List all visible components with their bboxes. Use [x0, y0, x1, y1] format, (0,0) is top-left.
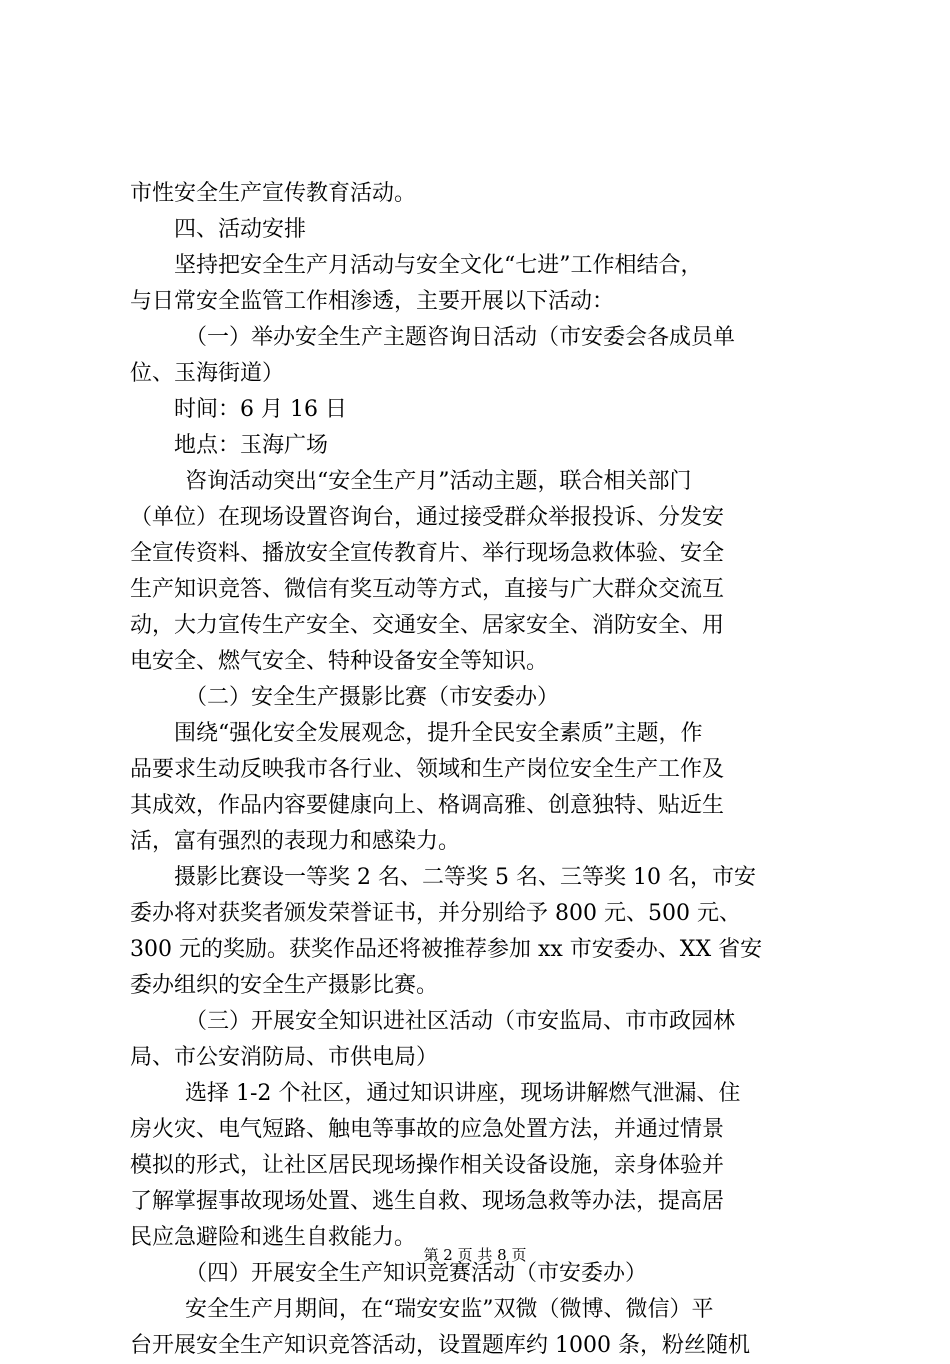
paragraph-line: 围绕“强化安全发展观念，提升全民安全素质”主题，作	[174, 721, 703, 746]
page-number-footer: 第 2 页 共 8 页	[423, 1246, 527, 1264]
event-location: 地点：玉海广场	[174, 433, 329, 458]
paragraph-line: 民应急避险和逃生自救能力。	[130, 1225, 417, 1250]
paragraph-line: 动，大力宣传生产安全、交通安全、居家安全、消防安全、用	[130, 613, 725, 638]
paragraph-line: （单位）在现场设置咨询台，通过接受群众举报投诉、分发安	[130, 505, 725, 530]
paragraph-line: 活，富有强烈的表现力和感染力。	[130, 829, 461, 854]
paragraph-line: 300 元的奖励。获奖作品还将被推荐参加 xx 市安委办、XX 省安	[130, 937, 763, 962]
subsection-heading: （三）开展安全知识进社区活动（市安监局、市市政园林	[185, 1009, 736, 1034]
document-body	[130, 176, 830, 1364]
paragraph-line: 电安全、燃气安全、特种设备安全等知识。	[130, 649, 549, 674]
subsection-heading-cont: 位、玉海街道）	[130, 361, 285, 386]
paragraph-line: 其成效，作品内容要健康向上、格调高雅、创意独特、贴近生	[130, 793, 725, 818]
paragraph-line: 了解掌握事故现场处置、逃生自救、现场急救等办法，提高居	[130, 1189, 725, 1214]
paragraph-line: 摄影比赛设一等奖 2 名、二等奖 5 名、三等奖 10 名，市安	[174, 865, 756, 890]
paragraph-line: 品要求生动反映我市各行业、领域和生产岗位安全生产工作及	[130, 757, 725, 782]
subsection-heading: （一）举办安全生产主题咨询日活动（市安委会各成员单	[185, 325, 736, 350]
subsection-heading-cont: 局、市公安消防局、市供电局）	[130, 1045, 439, 1070]
paragraph-line: 咨询活动突出“安全生产月”活动主题，联合相关部门	[185, 469, 692, 494]
subsection-heading: （二）安全生产摄影比赛（市安委办）	[185, 685, 560, 710]
paragraph-line: 坚持把安全生产月活动与安全文化“七进”工作相结合，	[174, 253, 703, 278]
section-heading: 四、活动安排	[174, 217, 307, 242]
paragraph-line: 生产知识竞答、微信有奖互动等方式，直接与广大群众交流互	[130, 577, 725, 602]
paragraph-line: 房火灾、电气短路、触电等事故的应急处置方法，并通过情景	[130, 1117, 725, 1142]
event-time: 时间：6 月 16 日	[174, 397, 347, 422]
paragraph-line: 委办将对获奖者颁发荣誉证书，并分别给予 800 元、500 元、	[130, 901, 741, 926]
paragraph-line: 选择 1-2 个社区，通过知识讲座，现场讲解燃气泄漏、住	[185, 1081, 741, 1106]
subsection-heading: （四）开展安全生产知识竞赛活动（市安委办）	[185, 1261, 648, 1286]
paragraph-line: 与日常安全监管工作相渗透，主要开展以下活动：	[130, 289, 615, 314]
paragraph-line: 安全生产月期间，在“瑞安安监”双微（微博、微信）平	[185, 1297, 714, 1322]
body-line: 市性安全生产宣传教育活动。	[130, 181, 417, 206]
paragraph-line: 模拟的形式，让社区居民现场操作相关设备设施，亲身体验并	[130, 1153, 725, 1178]
paragraph-line: 全宣传资料、播放安全宣传教育片、举行现场急救体验、安全	[130, 541, 725, 566]
paragraph-line: 委办组织的安全生产摄影比赛。	[130, 973, 439, 998]
paragraph-line: 台开展安全生产知识竞答活动，设置题库约 1000 条，粉丝随机	[130, 1333, 750, 1358]
